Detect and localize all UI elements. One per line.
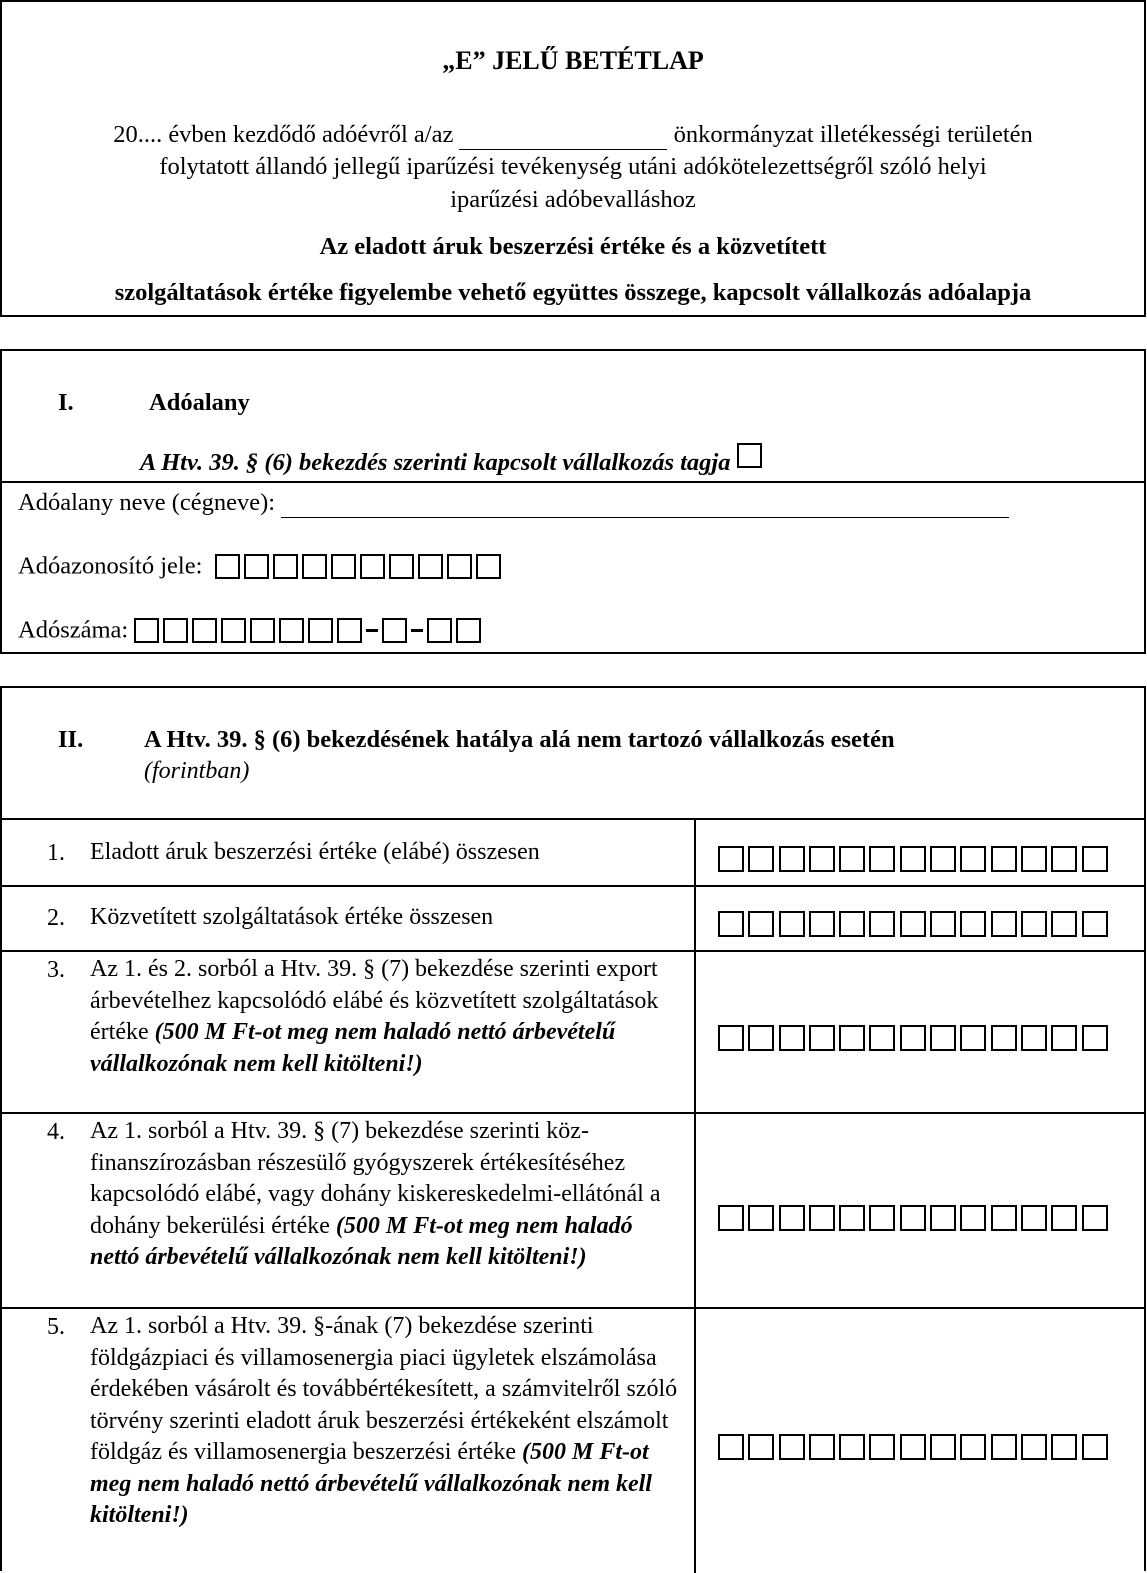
digit-box[interactable] bbox=[779, 911, 805, 937]
digit-box[interactable] bbox=[869, 911, 895, 937]
section-1-number: I. bbox=[58, 389, 74, 416]
row-label: Az 1. sorból a Htv. 39. §-ának (7) bekezdése szerinti földgázpiaci és villamosenergia piaci ügyletek elszámolása érdekében vásárolt és továbbértékesített, a számvitelről szóló törvény szerinti eladott áruk beszerzési értékeként elszámolt földgáz és villamosenergia beszerzési értéke bbox=[90, 1313, 678, 1465]
section-taxpayer bbox=[0, 349, 1146, 654]
digit-box[interactable] bbox=[991, 1025, 1017, 1051]
digit-box[interactable] bbox=[748, 1434, 774, 1460]
taxpayer-name-field[interactable] bbox=[281, 489, 1009, 518]
header-line-1 bbox=[2, 121, 1144, 150]
related-company-checkbox[interactable] bbox=[737, 443, 762, 468]
digit-box[interactable] bbox=[1051, 1025, 1077, 1051]
digit-box[interactable] bbox=[427, 618, 452, 643]
dash bbox=[411, 629, 423, 632]
digit-box[interactable] bbox=[869, 846, 895, 872]
digit-box[interactable] bbox=[1082, 846, 1108, 872]
row-note: (500 M Ft-ot meg nem haladó nettó árbevételű vállalkozónak nem kell kitölteni!) bbox=[90, 1439, 652, 1528]
row-label: Közvetített szolgáltatások értéke összesen bbox=[90, 904, 494, 930]
digit-box[interactable] bbox=[476, 554, 501, 579]
digit-box[interactable] bbox=[960, 1434, 986, 1460]
digit-box[interactable] bbox=[869, 1434, 895, 1460]
row-note: (500 M Ft-ot meg nem haladó nettó árbevételű vállalkozónak nem kell kitölteni!) bbox=[90, 1212, 633, 1270]
tax-id-boxes[interactable] bbox=[215, 554, 501, 579]
form-title: „E” JELŰ BETÉTLAP bbox=[442, 46, 704, 75]
digit-box[interactable] bbox=[337, 618, 362, 643]
row-label: Az 1. és 2. sorból a Htv. 39. § (7) bekezdése szerinti export árbevételhez kapcsolódó elábé és közvetített szolgáltatások értéke bbox=[90, 956, 659, 1045]
digit-box[interactable] bbox=[748, 846, 774, 872]
digit-box[interactable] bbox=[930, 1434, 956, 1460]
table-row bbox=[2, 818, 1144, 885]
digit-box[interactable] bbox=[809, 846, 835, 872]
digit-box[interactable] bbox=[991, 846, 1017, 872]
digit-box[interactable] bbox=[279, 618, 304, 643]
digit-box[interactable] bbox=[839, 1205, 865, 1231]
column-divider bbox=[694, 1309, 696, 1573]
table-row bbox=[2, 1307, 1144, 1573]
tax-number-label: Adószáma: bbox=[18, 616, 129, 644]
digit-box[interactable] bbox=[839, 1434, 865, 1460]
digit-box[interactable] bbox=[779, 1025, 805, 1051]
digit-box[interactable] bbox=[869, 1025, 895, 1051]
digit-box[interactable] bbox=[718, 1025, 744, 1051]
digit-box[interactable] bbox=[809, 911, 835, 937]
header-line-3: iparűzési adóbevalláshoz bbox=[450, 186, 696, 213]
digit-box[interactable] bbox=[447, 554, 472, 579]
row-number: 1. bbox=[47, 840, 65, 866]
section-1-title: Adóalany bbox=[149, 389, 250, 416]
digit-box[interactable] bbox=[900, 1434, 926, 1460]
digit-box[interactable] bbox=[1021, 911, 1047, 937]
column-divider bbox=[694, 952, 696, 1112]
tax-number-county-code-boxes[interactable] bbox=[427, 618, 481, 643]
digit-box[interactable] bbox=[221, 618, 246, 643]
digit-box[interactable] bbox=[418, 554, 443, 579]
digit-box[interactable] bbox=[456, 618, 481, 643]
digit-box[interactable] bbox=[748, 911, 774, 937]
digit-box[interactable] bbox=[718, 846, 744, 872]
digit-box[interactable] bbox=[302, 554, 327, 579]
tax-id-row bbox=[18, 551, 501, 580]
related-company-label: A Htv. 39. § (6) bekezdés szerinti kapcsolt vállalkozás tagja bbox=[140, 449, 731, 476]
taxpayer-name-label: Adóalany neve (cégneve): bbox=[18, 489, 276, 516]
digit-box[interactable] bbox=[718, 1434, 744, 1460]
digit-box[interactable] bbox=[930, 911, 956, 937]
section-2-number: II. bbox=[58, 726, 84, 753]
digit-box[interactable] bbox=[1051, 846, 1077, 872]
row-label: Az 1. sorból a Htv. 39. § (7) bekezdése szerinti köz-finanszírozásban részesülő gyógyszerek értékesítéséhez kapcsolódó elábé, vagy dohány kiskereskedelmi-ellátónál a dohány bekerülési értéke bbox=[90, 1118, 661, 1239]
header-subtitle-1: Az eladott áruk beszerzési értéke és a közvetített bbox=[319, 233, 827, 260]
digit-box[interactable] bbox=[991, 911, 1017, 937]
digit-box[interactable] bbox=[718, 911, 744, 937]
row-number: 2. bbox=[47, 905, 65, 931]
related-company-row bbox=[140, 443, 762, 477]
digit-box[interactable] bbox=[900, 846, 926, 872]
row-label-block bbox=[90, 1116, 685, 1274]
digit-box[interactable] bbox=[809, 1205, 835, 1231]
digit-box[interactable] bbox=[960, 1025, 986, 1051]
column-divider bbox=[694, 887, 696, 952]
digit-box[interactable] bbox=[250, 618, 275, 643]
digit-box[interactable] bbox=[308, 618, 333, 643]
digit-box[interactable] bbox=[360, 554, 385, 579]
tax-number-row bbox=[18, 615, 481, 644]
row-label-block bbox=[90, 954, 680, 1080]
row-5-amount-boxes[interactable] bbox=[718, 1434, 1108, 1460]
digit-box[interactable] bbox=[809, 1025, 835, 1051]
row-number: 5. bbox=[47, 1314, 65, 1340]
digit-box[interactable] bbox=[1021, 1025, 1047, 1051]
digit-box[interactable] bbox=[215, 554, 240, 579]
table-row bbox=[2, 1112, 1144, 1307]
digit-box[interactable] bbox=[1021, 1434, 1047, 1460]
row-2-amount-boxes[interactable] bbox=[718, 911, 1108, 937]
digit-box[interactable] bbox=[1051, 1434, 1077, 1460]
digit-box[interactable] bbox=[1021, 846, 1047, 872]
digit-box[interactable] bbox=[382, 618, 407, 643]
digit-box[interactable] bbox=[839, 846, 865, 872]
digit-box[interactable] bbox=[273, 554, 298, 579]
tax-number-boxes[interactable] bbox=[134, 618, 362, 643]
row-3-amount-boxes[interactable] bbox=[718, 1025, 1108, 1051]
dash bbox=[366, 629, 378, 632]
section-non-related bbox=[0, 686, 1146, 1571]
digit-box[interactable] bbox=[809, 1434, 835, 1460]
digit-box[interactable] bbox=[839, 1025, 865, 1051]
header-line-2: folytatott állandó jellegű iparűzési tevékenység utáni adókötelezettségről szóló helyi bbox=[159, 153, 987, 180]
digit-box[interactable] bbox=[779, 846, 805, 872]
digit-box[interactable] bbox=[718, 1205, 744, 1231]
digit-box[interactable] bbox=[960, 911, 986, 937]
digit-box[interactable] bbox=[1082, 1434, 1108, 1460]
digit-box[interactable] bbox=[244, 554, 269, 579]
digit-box[interactable] bbox=[779, 1205, 805, 1231]
taxpayer-name-row bbox=[18, 489, 1009, 518]
digit-box[interactable] bbox=[930, 1025, 956, 1051]
header-line-1-end: önkormányzat illetékességi területén bbox=[673, 121, 1033, 148]
digit-box[interactable] bbox=[779, 1434, 805, 1460]
digit-box[interactable] bbox=[869, 1205, 895, 1231]
digit-box[interactable] bbox=[1082, 911, 1108, 937]
digit-box[interactable] bbox=[389, 554, 414, 579]
header-subtitle-2: szolgáltatások értéke figyelembe vehető együttes összege, kapcsolt vállalkozás adóalapja bbox=[114, 279, 1032, 306]
row-note: (500 M Ft-ot meg nem haladó nettó árbevételű vállalkozónak nem kell kitölteni!) bbox=[90, 1019, 616, 1077]
digit-box[interactable] bbox=[991, 1205, 1017, 1231]
row-number: 3. bbox=[47, 957, 65, 983]
digit-box[interactable] bbox=[960, 1205, 986, 1231]
section-2-unit: (forintban) bbox=[144, 758, 250, 784]
digit-box[interactable] bbox=[1082, 1205, 1108, 1231]
digit-box[interactable] bbox=[839, 911, 865, 937]
column-divider bbox=[694, 1114, 696, 1307]
digit-box[interactable] bbox=[1082, 1025, 1108, 1051]
digit-box[interactable] bbox=[134, 618, 159, 643]
row-label: Eladott áruk beszerzési értéke (elábé) összesen bbox=[90, 839, 540, 865]
divider bbox=[2, 481, 1144, 483]
table-row bbox=[2, 885, 1144, 952]
section-2-title: A Htv. 39. § (6) bekezdésének hatálya alá nem tartozó vállalkozás esetén bbox=[144, 726, 895, 753]
digit-box[interactable] bbox=[331, 554, 356, 579]
digit-box[interactable] bbox=[960, 846, 986, 872]
column-divider bbox=[694, 820, 696, 885]
digit-box[interactable] bbox=[1051, 911, 1077, 937]
municipality-field[interactable] bbox=[459, 121, 667, 150]
tax-id-label: Adóazonosító jele: bbox=[18, 552, 203, 580]
digit-box[interactable] bbox=[163, 618, 188, 643]
digit-box[interactable] bbox=[1051, 1205, 1077, 1231]
digit-box[interactable] bbox=[900, 1205, 926, 1231]
digit-box[interactable] bbox=[192, 618, 217, 643]
table-row bbox=[2, 950, 1144, 1112]
tax-number-vat-code-box[interactable] bbox=[382, 618, 407, 643]
digit-box[interactable] bbox=[900, 911, 926, 937]
header-line-1-start: 20.... évben kezdődő adóévről a/az bbox=[113, 121, 454, 148]
digit-box[interactable] bbox=[748, 1205, 774, 1231]
digit-box[interactable] bbox=[930, 846, 956, 872]
row-4-amount-boxes[interactable] bbox=[718, 1205, 1108, 1231]
row-1-amount-boxes[interactable] bbox=[718, 846, 1108, 872]
header-box bbox=[0, 0, 1146, 317]
row-label-block bbox=[90, 1311, 685, 1532]
row-number: 4. bbox=[47, 1119, 65, 1145]
digit-box[interactable] bbox=[930, 1205, 956, 1231]
digit-box[interactable] bbox=[1021, 1205, 1047, 1231]
digit-box[interactable] bbox=[900, 1025, 926, 1051]
digit-box[interactable] bbox=[748, 1025, 774, 1051]
digit-box[interactable] bbox=[991, 1434, 1017, 1460]
